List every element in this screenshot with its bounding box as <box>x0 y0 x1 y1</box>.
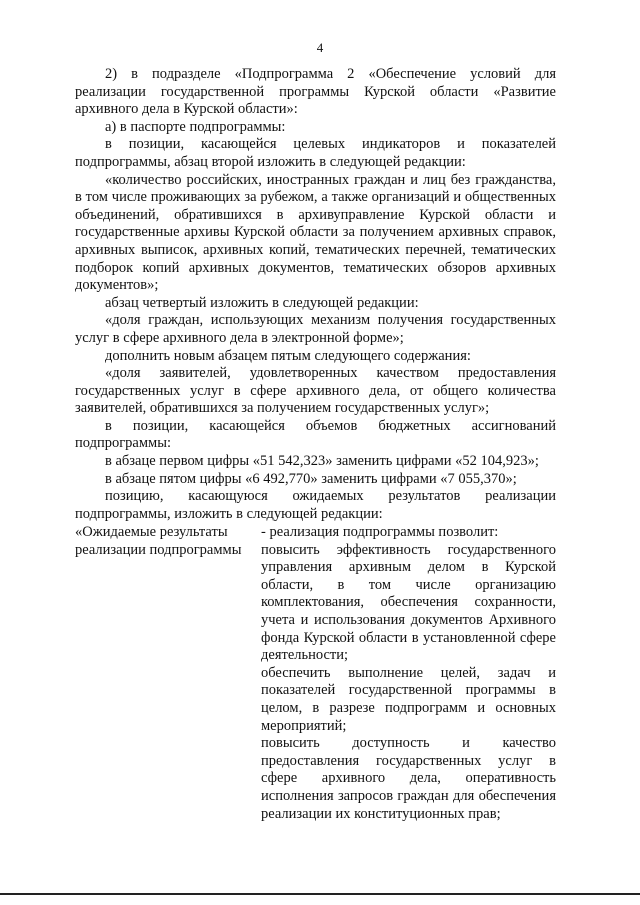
paragraph-subsection-2: 2) в подразделе «Подпрограмма 2 «Обеспечение условий для реализации государственной программы Курской области «Развитие архивного дела в Курской области»: <box>75 66 556 118</box>
result-intro: - реализация подпрограммы позволит: <box>261 524 499 540</box>
paragraph-add-fifth: дополнить новым абзацем пятым следующего содержания: <box>105 347 471 364</box>
page-bottom-border <box>0 893 640 895</box>
paragraph-quote-count: «количество российских, иностранных граждан и лиц без гражданства, в том числе проживающих за рубежом, а также организаций и общественных объединений, обратившихся в архивуправление Курской области и государственные архивы Курской области за получением архивных справок, архивных выписок, архивных копий, тематических перечней, тематических подборок копий архивных документов, тематических обзоров архивных документов»; <box>75 171 556 294</box>
result-item-goals: обеспечить выполнение целей, задач и показателей государственной программы в целом, в разрезе подпрограмм и основных мероприятий; <box>261 664 556 734</box>
result-item-efficiency: повысить эффективность государственного управления архивным делом в Курской области, в том числе организацию комплектования, обеспечения сохранности, учета и использования документов Архивного фонда Курской области в установленной сфере деятельности; <box>261 541 556 664</box>
paragraph-first-abzac-digits: в абзаце первом цифры «51 542,323» заменить цифрами «52 104,923»; <box>105 453 539 470</box>
paragraph-passport: а) в паспорте подпрограммы: <box>105 118 286 135</box>
paragraph-quote-share-satisfied: «доля заявителей, удовлетворенных качеством предоставления государственных услуг в сфере архивного дела, от общего количества заявителей, обратившихся за получением государственных услуг»; <box>75 365 556 417</box>
paragraph-fifth-abzac-digits: в абзаце пятом цифры «6 492,770» заменить цифрами «7 055,370»; <box>105 470 517 487</box>
paragraph-budget-position: в позиции, касающейся объемов бюджетных ассигнований подпрограммы: <box>75 417 556 452</box>
table-left-cell: «Ожидаемые результаты реализации подпрограммы <box>75 524 242 558</box>
paragraph-expected-results-position: позицию, касающуюся ожидаемых результатов реализации подпрограммы, изложить в следующей редакции: <box>75 488 556 522</box>
result-item-accessibility: повысить доступность и качество предоставления государственных услуг в сфере архивного дела, оперативность исполнения запросов граждан для обеспечения реализации их конституционных прав; <box>261 735 556 822</box>
table-right-cell <box>261 524 556 823</box>
document-body <box>75 66 556 523</box>
paragraph-quote-share-electronic: «доля граждан, использующих механизм получения государственных услуг в сфере архивного дела в электронной форме»; <box>75 312 556 346</box>
paragraph-indicators-position: в позиции, касающейся целевых индикаторов и показателей подпрограммы, абзац второй изложить в следующей редакции: <box>75 136 556 170</box>
paragraph-fourth-abzac: абзац четвертый изложить в следующей редакции: <box>105 294 419 311</box>
page-number: 4 <box>316 40 324 55</box>
